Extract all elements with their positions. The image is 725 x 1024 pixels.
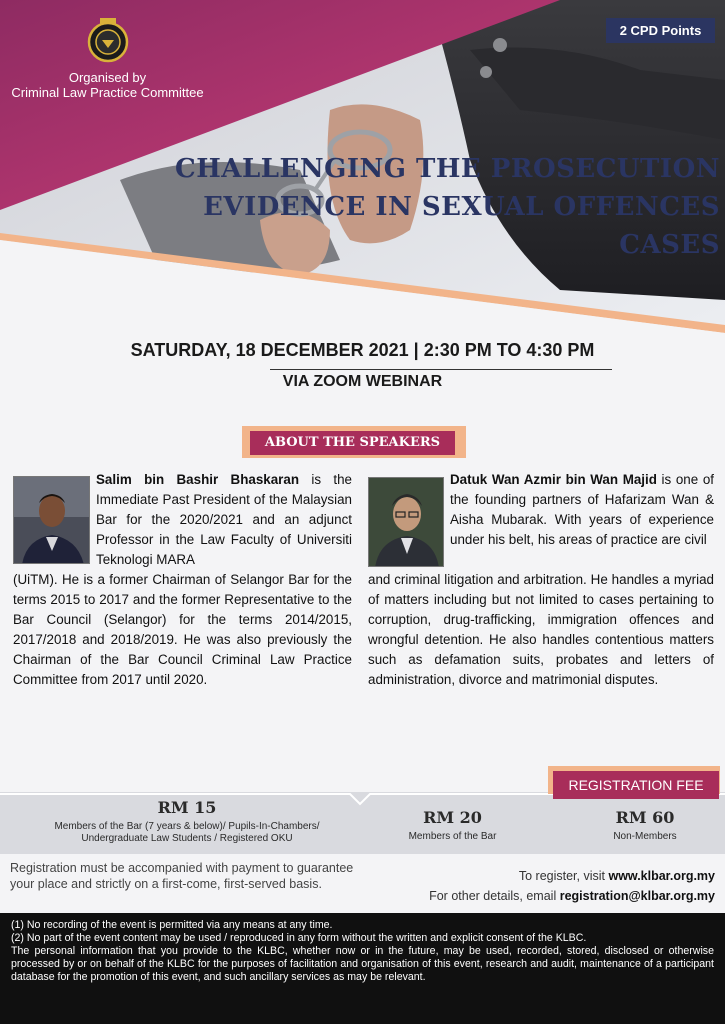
details-prefix: For other details, email bbox=[429, 889, 560, 903]
contact-info bbox=[380, 866, 715, 906]
footer-notice-2: (2) No part of the event content may be used / reproduced in any form without the written and explicit consent of the KLBC. bbox=[11, 932, 587, 944]
event-title bbox=[120, 150, 720, 264]
speaker-2-photo bbox=[368, 477, 444, 567]
speakers-heading-box bbox=[238, 426, 466, 458]
title-line-2: EVIDENCE IN SEXUAL OFFENCES CASES bbox=[203, 192, 720, 260]
fee-amount: RM 60 bbox=[615, 808, 675, 827]
speakers-heading: ABOUT THE SPEAKERS bbox=[250, 431, 455, 455]
speaker-2-bio-top: is one of the founding partners of Hafarizam Wan & Aisha Mubarak. With years of experience under his belt, his areas of practice are civil bbox=[450, 472, 714, 547]
fee-amount: RM 15 bbox=[157, 798, 217, 817]
registration-note: Registration must be accompanied with payment to guarantee your place and strictly on a first-come, first-served basis. bbox=[10, 861, 354, 891]
email-link[interactable]: registration@klbar.org.my bbox=[559, 889, 715, 903]
event-venue: VIA ZOOM WEBINAR bbox=[282, 373, 443, 390]
fee-label: Members of the Bar bbox=[408, 831, 497, 842]
speaker-1-bio-intro bbox=[96, 470, 352, 570]
organiser-committee: Criminal Law Practice Committee bbox=[11, 85, 204, 100]
organiser bbox=[0, 70, 215, 100]
speaker-2-name: Datuk Wan Azmir bin Wan Majid bbox=[450, 472, 657, 487]
fee-item-members bbox=[385, 808, 520, 843]
footer-disclaimer bbox=[0, 913, 725, 1024]
fee-label: Non-Members bbox=[613, 831, 677, 842]
speaker-1-bio-top: is the Immediate Past President of the Malaysian Bar for the 2020/2021 and an adjunct Professor in the Law Faculty of Universiti Teknologi MARA bbox=[96, 472, 352, 567]
fee-label-cont: Undergraduate Law Students / Registered OKU bbox=[81, 833, 293, 844]
event-date-time: SATURDAY, 18 DECEMBER 2021 | 2:30 PM TO 4:30 PM bbox=[130, 340, 595, 360]
title-line-1: CHALLENGING THE PROSECUTION bbox=[175, 154, 720, 184]
fee-item-junior bbox=[20, 798, 354, 845]
footer-privacy-notice: The personal information that you provide to the KLBC, whether now or in the future, may be used, recorded, stored, disclosed or otherwise processed by or on behalf of the KLBC for the purposes of facilitation and organisation of this event, research and audit, maintenance of a participant database for the promotion of this event, and such ancillary services as may be relevant. bbox=[11, 945, 714, 983]
organiser-label: Organised by bbox=[68, 70, 147, 85]
fee-label: Members of the Bar (7 years & below)/ Pupils-In-Chambers/ bbox=[54, 821, 320, 832]
register-line bbox=[380, 866, 715, 886]
bar-committee-logo bbox=[86, 16, 130, 64]
register-prefix: To register, visit bbox=[518, 869, 609, 883]
cpd-points-badge: 2 CPD Points bbox=[606, 18, 715, 43]
speaker-1-name: Salim bin Bashir Bhaskaran bbox=[96, 472, 300, 487]
speaker-2-bio-rest: and criminal litigation and arbitration. He handles a myriad of matters including but not limited to cases pertaining to corruption, drug-trafficking, immigration offences and wrongful detention. He also handles contentious matters such as defamation suits, probates and letters of administration, divorce and matrimonial disputes. bbox=[368, 572, 714, 687]
hero-banner bbox=[0, 0, 725, 335]
details-line bbox=[380, 886, 715, 906]
speaker-1-photo bbox=[13, 476, 90, 564]
footer-notice-1: (1) No recording of the event is permitted via any means at any time. bbox=[11, 919, 333, 931]
speaker-1-bio-rest: (UiTM). He is a former Chairman of Selangor Bar for the terms 2015 to 2017 and the former Representative to the Bar Council (Selangor) for the terms 2014/2015, 2017/2018 and 2018/2019. He was also previously the Chairman of the Bar Council Criminal Law Practice Committee from 2017 until 2020. bbox=[13, 572, 352, 687]
registration-heading: REGISTRATION FEE bbox=[553, 771, 719, 799]
register-link[interactable]: www.klbar.org.my bbox=[608, 869, 715, 883]
fee-item-non-members bbox=[575, 808, 715, 843]
speaker-2-bio-intro bbox=[450, 470, 714, 550]
fee-amount: RM 20 bbox=[423, 808, 482, 827]
date-divider bbox=[270, 369, 612, 370]
